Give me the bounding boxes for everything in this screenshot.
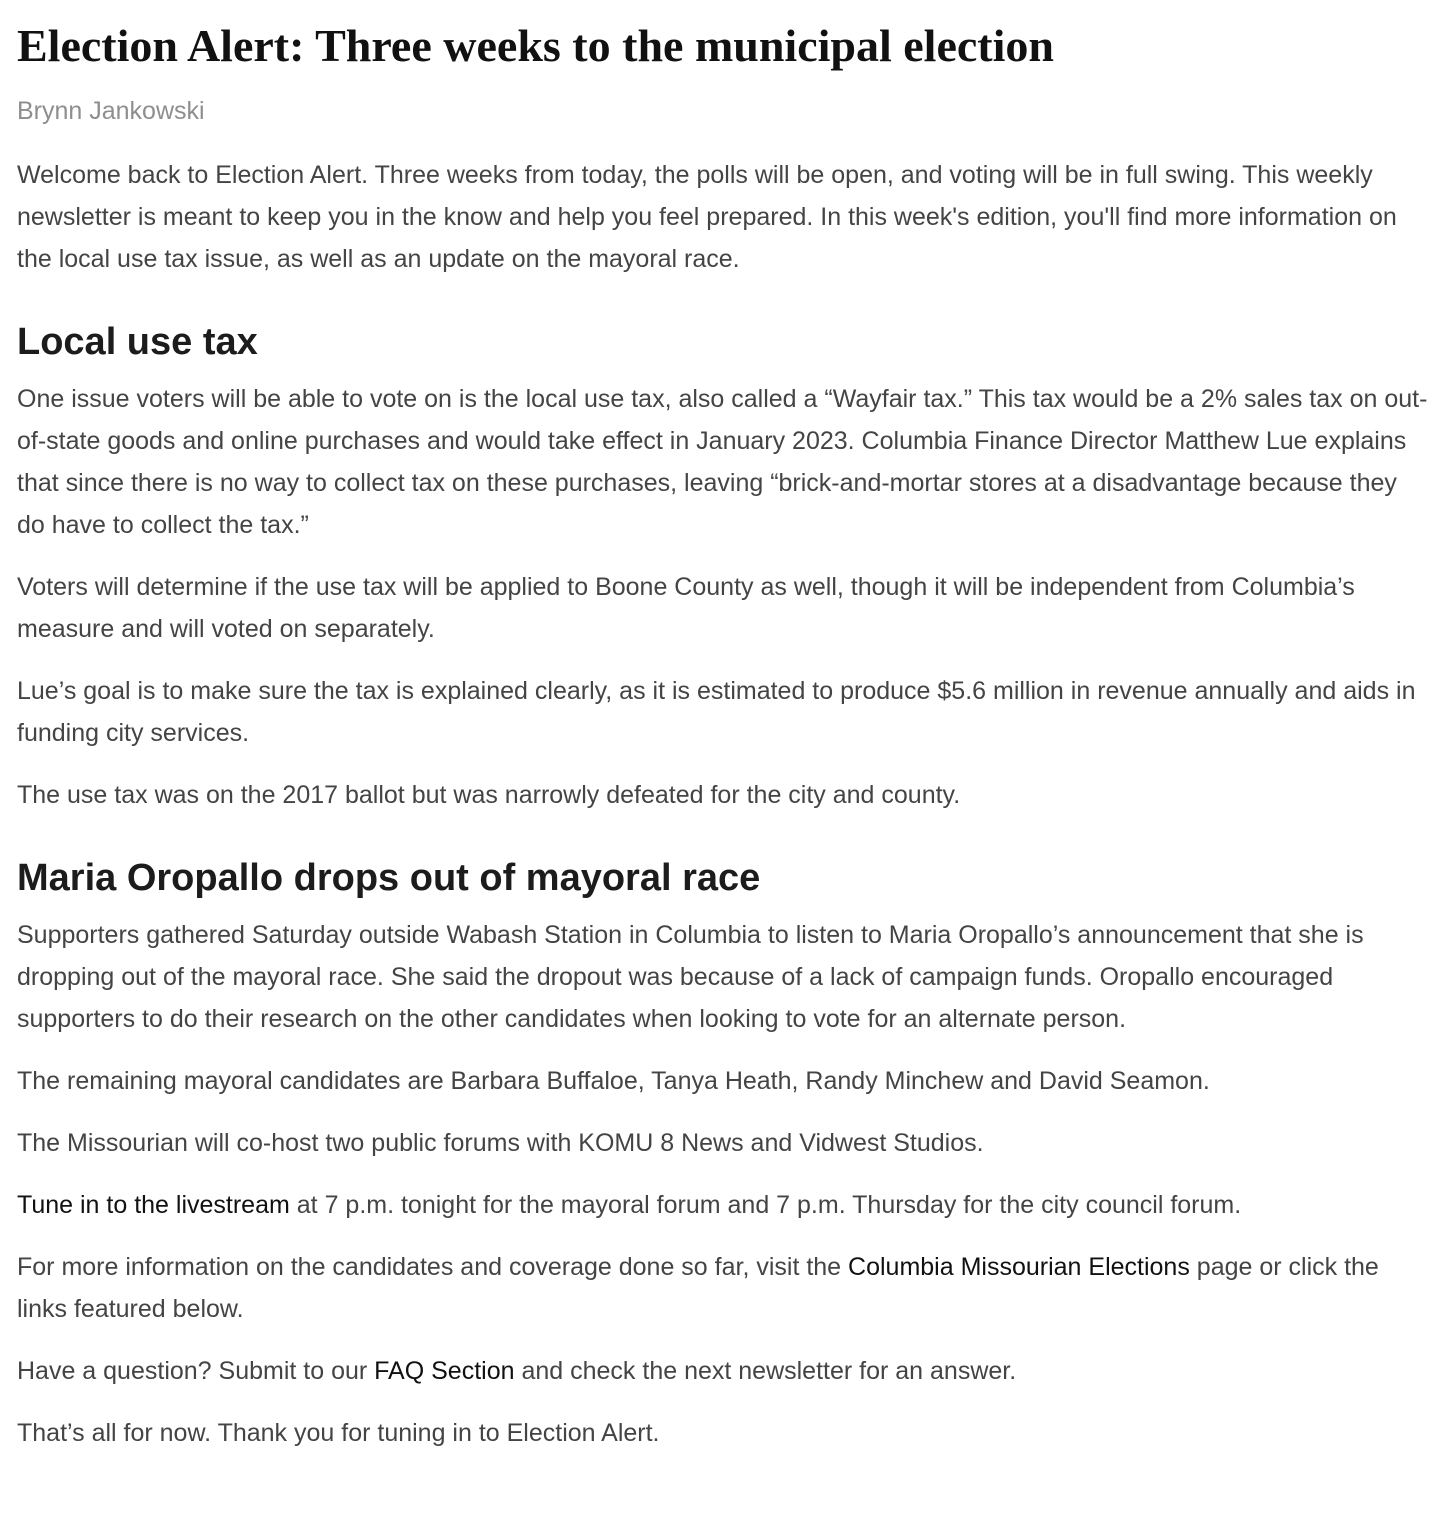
intro-paragraph: Welcome back to Election Alert. Three weeks from today, the polls will be open, and voting will be in full swing. This weekly newsletter is meant to keep you in the know and help you feel prepared. In this week's edition, you'll find more information on the local use tax issue, as well as an update on the mayoral race. bbox=[17, 161, 1397, 273]
elections-paragraph-pre: For more information on the candidates and coverage done so far, visit the bbox=[17, 1253, 849, 1281]
closing-paragraph: That’s all for now. Thank you for tuning in to Election Alert. bbox=[17, 1419, 660, 1447]
mayoral-paragraph-1: Supporters gathered Saturday outside Wabash Station in Columbia to listen to Maria Oropallo’s announcement that she is dropping out of the mayoral race. She said the dropout was because of a lack of campaign funds. Oropallo encouraged supporters to do their research on the other candidates when looking to vote for an alternate person. bbox=[17, 921, 1364, 1033]
elections-page-paragraph bbox=[17, 1246, 1429, 1330]
author-byline: Brynn Jankowski bbox=[17, 97, 205, 125]
article-headline: Election Alert: Three weeks to the municipal election bbox=[17, 20, 1054, 71]
livestream-paragraph bbox=[17, 1184, 1429, 1226]
section-heading-use-tax: Local use tax bbox=[17, 321, 258, 363]
faq-paragraph-post: and check the next newsletter for an answer. bbox=[514, 1357, 1017, 1385]
use-tax-paragraph-1: One issue voters will be able to vote on is the local use tax, also called a “Wayfair tax.” This tax would be a 2% sales tax on out-of-state goods and online purchases and would take effect in January 2023. Columbia Finance Director Matthew Lue explains that since there is no way to collect tax on these purchases, leaving “brick-and-mortar stores at a disadvantage because they do have to collect the tax.” bbox=[17, 385, 1428, 539]
livestream-paragraph-text: at 7 p.m. tonight for the mayoral forum and 7 p.m. Thursday for the city council forum. bbox=[289, 1191, 1242, 1219]
livestream-link[interactable]: Tune in to the livestream bbox=[17, 1191, 290, 1219]
section-heading-mayoral: Maria Oropallo drops out of mayoral race bbox=[17, 857, 761, 899]
faq-paragraph bbox=[17, 1350, 1429, 1392]
elections-paragraph-post: page or click the links featured below. bbox=[17, 1253, 1379, 1323]
mayoral-paragraph-2: The remaining mayoral candidates are Barbara Buffaloe, Tanya Heath, Randy Minchew and David Seamon. bbox=[17, 1067, 1210, 1095]
faq-paragraph-pre: Have a question? Submit to our bbox=[17, 1357, 375, 1385]
use-tax-paragraph-4: The use tax was on the 2017 ballot but was narrowly defeated for the city and county. bbox=[17, 781, 961, 809]
columbia-missourian-elections-link[interactable]: Columbia Missourian Elections bbox=[848, 1253, 1190, 1281]
faq-section-link[interactable]: FAQ Section bbox=[374, 1357, 515, 1385]
mayoral-paragraph-3: The Missourian will co-host two public forums with KOMU 8 News and Vidwest Studios. bbox=[17, 1129, 984, 1157]
use-tax-paragraph-2: Voters will determine if the use tax will be applied to Boone County as well, though it will be independent from Columbia’s measure and will voted on separately. bbox=[17, 573, 1355, 643]
use-tax-paragraph-3: Lue’s goal is to make sure the tax is explained clearly, as it is estimated to produce $5.6 million in revenue annually and aids in funding city services. bbox=[17, 677, 1416, 747]
